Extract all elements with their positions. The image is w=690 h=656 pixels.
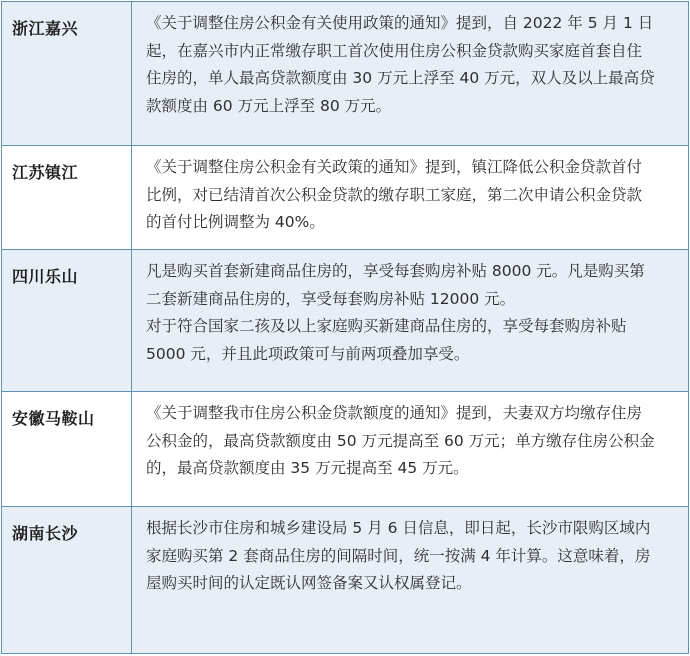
policy-line: 《关于调整住房公积金有关政策的通知》提到，镇江降低公积金贷款首付	[146, 158, 643, 176]
table-row	[2, 392, 689, 507]
policy-line: 根据长沙市住房和城乡建设局 5 月 6 日信息，即日起，长沙市限购区域内	[146, 519, 651, 537]
policy-line: 屋购买时间的认定既认网签备案又认权属登记。	[146, 574, 472, 592]
city-cell	[2, 2, 132, 146]
city-cell	[2, 507, 132, 654]
policy-line: 住房的，单人最高贷款额度由 30 万元上浮至 40 万元，双人及以上最高贷	[146, 69, 655, 87]
policy-line: 5000 元，并且此项政策可与前两项叠加享受。	[146, 344, 470, 363]
city-name: 江苏镇江	[12, 163, 79, 182]
table-row	[2, 2, 689, 146]
city-name: 四川乐山	[12, 267, 79, 286]
policy-line: 起，在嘉兴市内正常缴存职工首次使用住房公积金贷款购买家庭首套自住	[146, 41, 643, 60]
policy-line: 《关于调整住房公积金有关使用政策的通知》提到，自 2022 年 5 月 1 日	[146, 14, 654, 32]
table-row	[2, 250, 689, 392]
policy-line: 对于符合国家二孩及以上家庭购买新建商品住房的，享受每套购房补贴	[146, 317, 627, 335]
policy-line: 款额度由 60 万元上浮至 80 万元。	[146, 96, 392, 115]
policy-cell	[132, 146, 689, 250]
policy-line: 家庭购买第 2 套商品住房的间隔时间，统一按满 4 年计算。这意味着，房	[146, 546, 651, 565]
policy-line: 二套新建商品住房的，享受每套购房补贴 12000 元。	[146, 289, 516, 308]
policy-cell	[132, 507, 689, 654]
policy-cell	[132, 392, 689, 507]
city-cell	[2, 250, 132, 392]
table-row	[2, 146, 689, 250]
policy-text	[132, 507, 688, 598]
policy-line: 的首付比例调整为 40%。	[146, 213, 325, 231]
table-row	[2, 507, 689, 654]
policy-line: 的，最高贷款额度由 35 万元提高至 45 万元。	[146, 459, 469, 477]
policy-line: 公积金的，最高贷款额度由 50 万元提高至 60 万元；单方缴存住房公积金	[146, 431, 655, 450]
policy-line: 《关于调整我市住房公积金贷款额度的通知》提到，夫妻双方均缴存住房	[146, 404, 643, 422]
city-name: 浙江嘉兴	[12, 19, 79, 38]
policy-text	[132, 146, 688, 237]
policy-text	[132, 2, 688, 120]
policy-text	[132, 392, 688, 483]
policy-text	[132, 250, 688, 368]
policy-cell	[132, 2, 689, 146]
policy-cell	[132, 250, 689, 392]
city-cell	[2, 146, 132, 250]
policy-line: 凡是购买首套新建商品住房的，享受每套购房补贴 8000 元。凡是购买第	[146, 262, 645, 280]
city-name: 湖南长沙	[12, 524, 79, 543]
city-name: 安徽马鞍山	[12, 409, 95, 428]
policy-table	[1, 1, 689, 654]
policy-line: 比例，对已结清首次公积金贷款的缴存职工家庭，第二次申请公积金贷款	[146, 185, 643, 204]
city-cell	[2, 392, 132, 507]
